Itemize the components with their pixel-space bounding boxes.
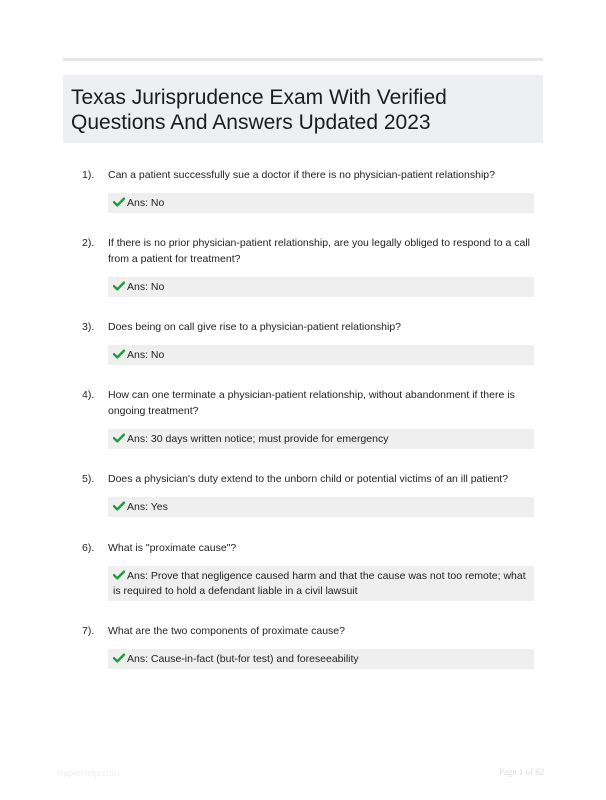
title-banner (63, 75, 543, 143)
qa-item-2 (82, 235, 534, 297)
question-row (82, 540, 534, 556)
answer-box (108, 345, 534, 365)
answer-box (108, 649, 534, 669)
answer-text: Ans: No (127, 281, 165, 293)
qa-item-3 (82, 319, 534, 365)
question-number: 7). (82, 625, 95, 637)
question-row (82, 319, 534, 335)
question-row (82, 623, 534, 639)
answer-text: Ans: Yes (127, 501, 168, 513)
question-text: Does a physician's duty extend to the unborn child or potential victims of an ill patient? (108, 473, 509, 485)
check-icon (113, 501, 125, 511)
qa-item-5 (82, 471, 534, 517)
question-row (82, 471, 534, 487)
question-text: Does being on call give rise to a physician-patient relationship? (108, 321, 402, 333)
top-divider (63, 58, 543, 61)
qa-item-6 (82, 540, 534, 601)
question-number: 6). (82, 542, 95, 554)
question-number: 2). (82, 237, 95, 249)
check-icon (113, 349, 125, 359)
question-text: Can a patient successfully sue a doctor if there is no physician-patient relationship? (108, 169, 495, 181)
question-number: 4). (82, 389, 95, 401)
page-number: Page 1 of 62 (499, 767, 545, 777)
answer-box (108, 193, 534, 213)
check-icon (113, 197, 125, 207)
check-icon (113, 433, 125, 443)
page-title: Texas Jurisprudence Exam With Verified Questions And Answers Updated 2023 (71, 86, 447, 134)
answer-text: Ans: 30 days written notice; must provide for emergency (127, 433, 389, 445)
question-row (82, 167, 534, 183)
answer-text: Ans: No (127, 349, 165, 361)
question-text: How can one terminate a physician-patient relationship, without abandonment if there is ongoing treatment? (108, 389, 515, 417)
qa-item-1 (82, 167, 534, 213)
question-number: 5). (82, 473, 95, 485)
question-number: 1). (82, 169, 95, 181)
answer-text: Ans: Cause-in-fact (but-for test) and foreseeability (127, 653, 359, 665)
question-text: If there is no prior physician-patient relationship, are you legally obliged to respond to a call from a patient for treatment? (108, 237, 530, 265)
check-icon (113, 281, 125, 291)
answer-text: Ans: No (127, 197, 165, 209)
footer-watermark: PaperHelp.com (57, 768, 120, 778)
answer-box (108, 566, 534, 601)
answer-box (108, 497, 534, 517)
qa-item-4 (82, 387, 534, 449)
question-row (82, 387, 534, 419)
check-icon (113, 570, 125, 580)
question-row (82, 235, 534, 267)
answer-box (108, 429, 534, 449)
answer-text: Ans: Prove that negligence caused harm and that the cause was not too remote; what is required to hold a defendant liable in a civil lawsuit (113, 570, 526, 597)
question-text: What is "proximate cause"? (108, 542, 237, 554)
check-icon (113, 653, 125, 663)
question-number: 3). (82, 321, 95, 333)
answer-box (108, 277, 534, 297)
qa-item-7 (82, 623, 534, 669)
question-text: What are the two components of proximate cause? (108, 625, 345, 637)
